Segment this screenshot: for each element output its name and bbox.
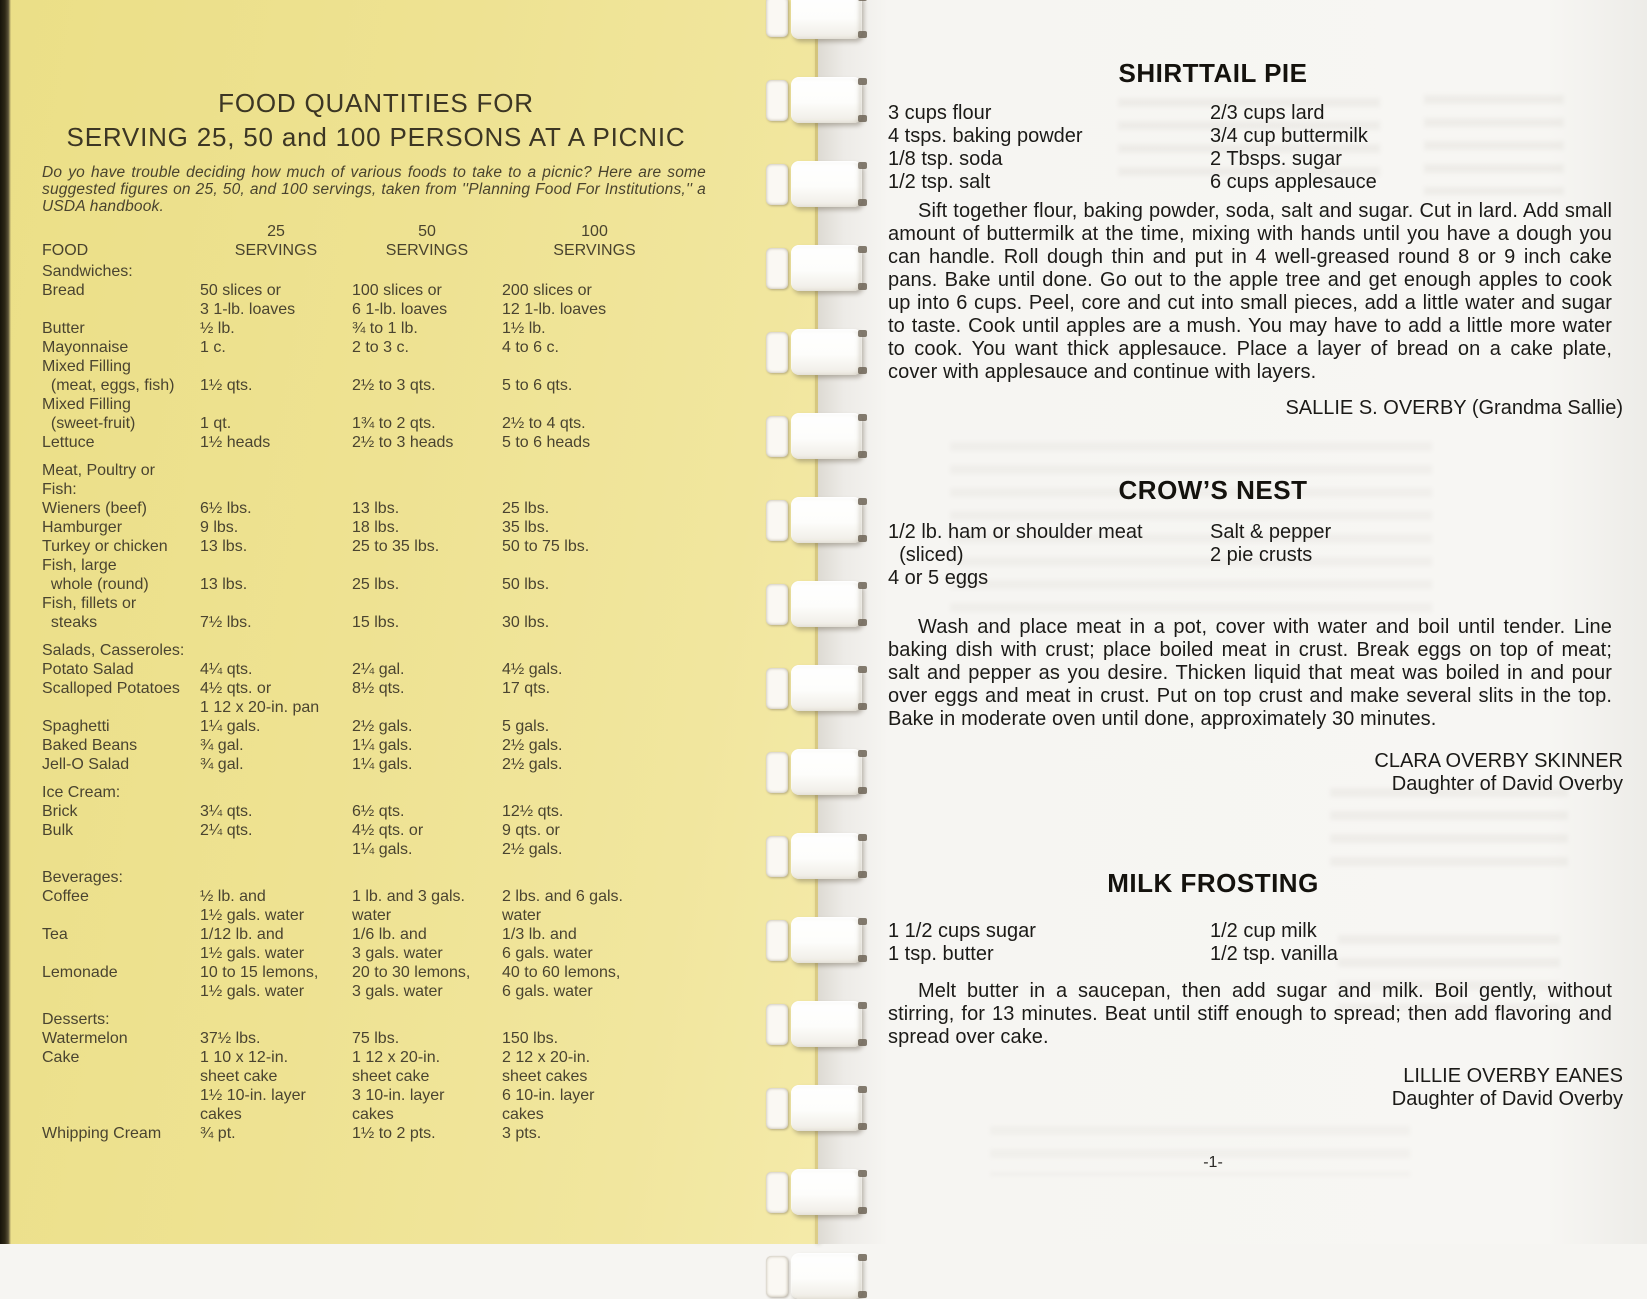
col-header-food: FOOD (42, 242, 89, 259)
quantity-cell: 2¼ qts. (200, 822, 253, 839)
ingredient: Salt & pepper (1210, 521, 1332, 543)
recipe-instructions: Melt butter in a saucepan, then add sugar and milk. Boil gently, without stirring, for 13 minutes. Beat until stiff enough to spread; then add flavoring and spread over cake. (888, 980, 1612, 1048)
food-label-cell: Mixed Filling (sweet-fruit) (42, 396, 136, 432)
food-label-cell: Wieners (beef) (42, 500, 147, 517)
quantity-cell: 2½ gals. (502, 756, 563, 773)
quantity-cell: 1 lb. and 3 gals. water (352, 888, 465, 924)
quantity-cell: 2½ gals. (352, 718, 413, 735)
table-section-label: Desserts: (42, 1011, 110, 1028)
food-label-cell: Baked Beans (42, 737, 138, 754)
food-label-cell: Whipping Cream (42, 1125, 162, 1142)
quantity-cell: 2 to 3 c. (352, 339, 409, 356)
binding-tooth (766, 0, 870, 39)
binding-tooth (766, 665, 870, 711)
quantity-cell: 2½ to 4 qts. (502, 415, 586, 432)
binding-tooth (766, 1001, 870, 1047)
quantity-cell: 50 lbs. (502, 576, 550, 593)
quantity-cell: ¾ gal. (200, 756, 244, 773)
quantity-cell: 3 pts. (502, 1125, 542, 1142)
ingredients-list (888, 521, 1633, 590)
ingredient: 1/2 tsp. vanilla (1210, 943, 1338, 965)
col-header-50-servings: 50 SERVINGS (385, 223, 469, 259)
quantity-cell: 4½ qts. or 1 12 x 20-in. pan (200, 680, 320, 716)
quantity-cell: 1¼ gals. (352, 756, 413, 773)
ingredients-list (888, 920, 1633, 966)
quantity-cell: 1¼ gals. (200, 718, 261, 735)
table-row (42, 717, 742, 736)
ingredient: 1/2 lb. ham or shoulder meat (888, 521, 1143, 543)
table-row (42, 887, 742, 925)
binding-tooth (766, 749, 870, 795)
binding-tooth (766, 917, 870, 963)
binding-tooth (766, 329, 870, 375)
table-row (42, 660, 742, 679)
food-label-cell: Jell-O Salad (42, 756, 130, 773)
table-row (42, 679, 742, 717)
ingredient: 1/8 tsp. soda (888, 148, 1003, 170)
quantity-cell: ½ lb. (200, 320, 235, 337)
table-row (42, 518, 742, 537)
recipe-attribution (888, 1065, 1633, 1111)
quantity-cell: 2½ gals. (502, 737, 563, 754)
quantity-cell: 20 to 30 lemons, 3 gals. water (352, 964, 471, 1000)
quantity-cell: 4½ gals. (502, 661, 563, 678)
quantity-cell: 25 lbs. (352, 576, 400, 593)
ingredients-left-column (888, 521, 1210, 590)
recipes (888, 0, 1633, 1111)
table-row (42, 357, 742, 395)
quantity-cell: ¾ to 1 lb. (352, 320, 418, 337)
food-label-cell: Tea (42, 926, 68, 943)
table-row (42, 1029, 742, 1048)
ingredient: 1 tsp. butter (888, 943, 994, 965)
table-row (42, 1048, 742, 1124)
table-row (42, 281, 742, 319)
attribution-line: Daughter of David Overby (1391, 773, 1623, 795)
quantity-cell: 30 lbs. (502, 614, 550, 631)
quantity-cell: 25 lbs. (502, 500, 550, 517)
quantity-cell: 4¼ qts. (200, 661, 253, 678)
quantity-cell: 17 qts. (502, 680, 551, 697)
quantity-cell: 3¼ qts. (200, 803, 253, 820)
page-number: -1- (1203, 1154, 1223, 1171)
quantity-cell: 50 slices or 3 1-lb. loaves (200, 282, 296, 318)
attribution-line: CLARA OVERBY SKINNER (1374, 750, 1623, 772)
food-label-cell: Bulk (42, 822, 74, 839)
food-label-cell: Mixed Filling (meat, eggs, fish) (42, 358, 175, 394)
food-label-cell: Lettuce (42, 434, 95, 451)
quantity-cell: 2 12 x 20-in. sheet cakes 6 10-in. layer cakes (502, 1049, 595, 1123)
quantity-cell: 150 lbs. (502, 1030, 559, 1047)
quantity-cell: 5 to 6 qts. (502, 377, 573, 394)
table-row (42, 537, 742, 556)
quantity-cell: 1¾ to 2 qts. (352, 415, 436, 432)
quantity-cell: ½ lb. and 1½ gals. water (200, 888, 305, 924)
binding-tooth (766, 497, 870, 543)
left-page (0, 0, 818, 1244)
quantity-cell: 13 lbs. (200, 538, 248, 555)
quantity-cell: 8½ qts. (352, 680, 405, 697)
ingredients-right-column (1210, 920, 1338, 966)
table-row (42, 395, 742, 433)
title-line-2: SERVING 25, 50 and 100 PERSONS AT A PICNIC (66, 122, 686, 152)
ingredient: 3 cups flour (888, 102, 992, 124)
quantity-cell: 1 12 x 20-in. sheet cake 3 10-in. layer cakes (352, 1049, 445, 1123)
recipe-instructions: Sift together flour, baking powder, soda, salt and sugar. Cut in lard. Add small amount of buttermilk at the time, mixing with hands until you have a dough you can handle. Roll dough thin and put in 4 well-greased round 8 or 9 inch cake pans. Bake until done. Go out to the apple tree and get enough apples to cook up into 6 cups. Peel, core and cut into small pieces, add a little water and sugar to taste. Cook until apples are a mush. You may have to add a little more water to cook. You want thick applesauce. Place a layer of bread on a cake plate, cover with applesauce and continue with layers. (888, 200, 1612, 383)
recipe-attribution (888, 750, 1633, 796)
food-label-cell: Mayonnaise (42, 339, 129, 356)
quantity-cell: 1 qt. (200, 415, 232, 432)
table-section-label: Sandwiches: (42, 263, 133, 280)
food-label-cell: Butter (42, 320, 85, 337)
table-header (42, 222, 722, 260)
quantity-cell: 5 gals. (502, 718, 550, 735)
binding-tooth (766, 1085, 870, 1131)
recipe-instructions: Wash and place meat in a pot, cover with water and boil until tender. Line baking dish with crust; place boiled meat in crust. Break eggs on top of meat; salt and pepper as you desire. Thicken liquid that meat was boiled in and pour over eggs and meat in crust. Put on top crust and make several slits in the top. Bake in moderate oven until done, approximately 30 minutes. (888, 616, 1612, 730)
quantity-cell: 6½ qts. (352, 803, 405, 820)
binding-tooth (766, 245, 870, 291)
quantity-cell: 13 lbs. (352, 500, 400, 517)
ingredient: 2/3 cups lard (1210, 102, 1325, 124)
quantity-cell: 2 lbs. and 6 gals. water (502, 888, 623, 924)
quantity-cell: 1½ lb. (502, 320, 546, 337)
table-row (42, 1124, 742, 1143)
quantity-cell: 9 qts. or 2½ gals. (502, 822, 563, 858)
binding-tooth (766, 161, 870, 207)
left-page-title (10, 86, 742, 154)
table-section-label: Beverages: (42, 869, 123, 886)
quantity-cell: 1/12 lb. and 1½ gals. water (200, 926, 305, 962)
quantity-cell: 200 slices or 12 1-lb. loaves (502, 282, 607, 318)
quantity-cell: 2½ to 3 qts. (352, 377, 436, 394)
ingredient: 2 Tbsps. sugar (1210, 148, 1342, 170)
quantity-cell: 50 to 75 lbs. (502, 538, 590, 555)
food-label-cell: Bread (42, 282, 85, 299)
food-label-cell: Lemonade (42, 964, 118, 981)
table-row (42, 433, 742, 452)
right-page-content (888, 0, 1633, 1172)
table-row (42, 556, 742, 594)
table-row (42, 319, 742, 338)
table-row (42, 963, 742, 1001)
binding-tooth (766, 833, 870, 879)
intro-paragraph: Do yo have trouble deciding how much of various foods to take to a picnic? Here are some suggested figures on 25, 50, and 100 servings, taken from ''Planning Food For Institutions,'' a USDA handbook. (42, 164, 706, 215)
col-header-100-servings: 100 SERVINGS (553, 223, 636, 259)
food-label-cell: Watermelon (42, 1030, 128, 1047)
recipe (888, 0, 1633, 420)
food-label-cell: Cake (42, 1049, 80, 1066)
food-label-cell: Fish, large whole (round) (42, 557, 149, 593)
quantity-cell: 35 lbs. (502, 519, 550, 536)
binding-tooth (766, 413, 870, 459)
quantity-cell: 37½ lbs. (200, 1030, 261, 1047)
attribution-line: LILLIE OVERBY EANES (1403, 1065, 1623, 1087)
quantity-cell: 1/6 lb. and 3 gals. water (352, 926, 443, 962)
quantity-cell: 2½ to 3 heads (352, 434, 454, 451)
recipe-title: MILK FROSTING (1107, 868, 1319, 898)
food-label-cell: Turkey or chicken (42, 538, 168, 555)
binding-tooth (766, 1169, 870, 1215)
ingredients-left-column (888, 102, 1210, 194)
quantity-cell: 4 to 6 c. (502, 339, 559, 356)
food-label-cell: Fish, fillets or steaks (42, 595, 137, 631)
quantity-cell: 1¼ gals. (352, 737, 413, 754)
ingredient: 1 1/2 cups sugar (888, 920, 1036, 942)
quantity-cell: 100 slices or 6 1-lb. loaves (352, 282, 448, 318)
quantity-cell: ¾ pt. (200, 1125, 236, 1142)
table-section-label: Ice Cream: (42, 784, 121, 801)
quantity-cell: 7½ lbs. (200, 614, 252, 631)
ingredient: 3/4 cup buttermilk (1210, 125, 1368, 147)
quantity-cell: 5 to 6 heads (502, 434, 591, 451)
table-row (42, 755, 742, 774)
table-row (42, 338, 742, 357)
food-label-cell: Brick (42, 803, 78, 820)
ingredient: 2 pie crusts (1210, 544, 1313, 566)
quantity-cell: 25 to 35 lbs. (352, 538, 440, 555)
table-row (42, 925, 742, 963)
quantity-cell: 4½ qts. or 1¼ gals. (352, 822, 424, 858)
quantity-cell: 1/3 lb. and 6 gals. water (502, 926, 593, 962)
binding-tooth (766, 1253, 870, 1299)
table-row (42, 736, 742, 755)
ingredient: 4 or 5 eggs (888, 567, 989, 589)
quantity-cell: 1½ qts. (200, 377, 253, 394)
recipe-title: SHIRTTAIL PIE (1118, 58, 1308, 88)
quantity-cell: 1 10 x 12-in. sheet cake 1½ 10-in. layer cakes (200, 1049, 306, 1123)
quantity-cell: 12½ qts. (502, 803, 564, 820)
page-edge-shadow (0, 0, 11, 1244)
binding-tooth (766, 77, 870, 123)
binding-tooth (766, 581, 870, 627)
quantity-cell: 9 lbs. (200, 519, 239, 536)
quantity-cell: 1 c. (200, 339, 226, 356)
ingredient: 6 cups applesauce (1210, 171, 1377, 193)
recipe (888, 420, 1633, 796)
quantity-cell: 15 lbs. (352, 614, 400, 631)
ingredients-right-column (1210, 102, 1377, 194)
food-label-cell: Coffee (42, 888, 89, 905)
quantity-cell: 75 lbs. (352, 1030, 400, 1047)
attribution-line: Daughter of David Overby (1391, 1088, 1623, 1110)
food-label-cell: Hamburger (42, 519, 123, 536)
ingredients-right-column (1210, 521, 1331, 590)
ingredients-list (888, 102, 1633, 194)
food-label-cell: Potato Salad (42, 661, 134, 678)
quantity-cell: 13 lbs. (200, 576, 248, 593)
table-row (42, 499, 742, 518)
quantity-cell: ¾ gal. (200, 737, 244, 754)
table-section-label: Salads, Casseroles: (42, 642, 185, 659)
table-row (42, 821, 742, 859)
food-label-cell: Scalloped Potatoes (42, 680, 180, 697)
ingredient: (sliced) (888, 544, 964, 566)
ingredients-left-column (888, 920, 1210, 966)
quantity-cell: 40 to 60 lemons, 6 gals. water (502, 964, 621, 1000)
quantity-cell: 6½ lbs. (200, 500, 252, 517)
title-line-1: FOOD QUANTITIES FOR (218, 88, 534, 118)
ingredient: 4 tsps. baking powder (888, 125, 1083, 147)
ingredient: 1/2 cup milk (1210, 920, 1317, 942)
quantity-cell: 10 to 15 lemons, 1½ gals. water (200, 964, 319, 1000)
quantity-cell: 1½ heads (200, 434, 271, 451)
attribution-line: SALLIE S. OVERBY (Grandma Sallie) (1285, 397, 1623, 419)
food-label-cell: Spaghetti (42, 718, 110, 735)
table-row (42, 802, 742, 821)
table-row (42, 594, 742, 632)
quantity-cell: 1½ to 2 pts. (352, 1125, 436, 1142)
recipe-title: CROW’S NEST (1118, 475, 1308, 505)
table-section-label: Meat, Poultry or Fish: (42, 462, 155, 498)
col-header-25-servings: 25 SERVINGS (234, 223, 318, 259)
right-page (818, 0, 1647, 1244)
quantity-cell: 18 lbs. (352, 519, 400, 536)
ingredient: 1/2 tsp. salt (888, 171, 991, 193)
quantity-cell: 2¼ gal. (352, 661, 405, 678)
food-quantities-table (42, 262, 742, 1143)
recipe (888, 796, 1633, 1111)
recipe-attribution (888, 397, 1633, 420)
